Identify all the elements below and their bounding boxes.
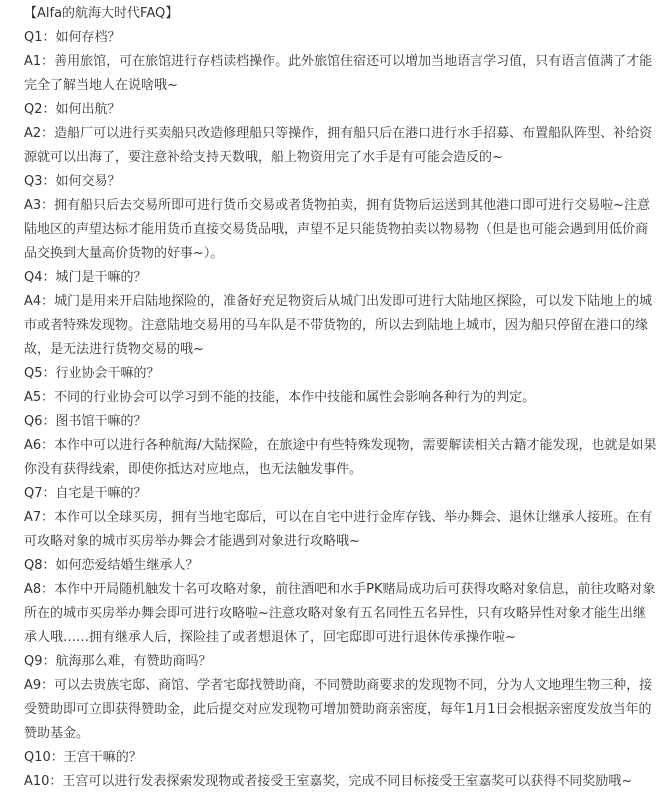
faq-question: Q8：如何恋爱结婚生继承人？ bbox=[24, 558, 199, 573]
faq-item bbox=[24, 26, 658, 98]
faq-item bbox=[24, 170, 658, 266]
faq-question: Q5：行业协会干嘛的？ bbox=[24, 366, 160, 381]
faq-item bbox=[24, 650, 658, 746]
faq-answer: A1：善用旅馆，可在旅馆进行存档读档操作。此外旅馆住宿还可以增加当地语言学习值，只有语言值满了才能完全了解当地人在说啥哦~ bbox=[24, 54, 653, 93]
faq-item bbox=[24, 554, 658, 650]
faq-question: Q3：如何交易？ bbox=[24, 174, 121, 189]
faq-question: Q4：城门是干嘛的？ bbox=[24, 270, 147, 285]
faq-answer: A8：本作中开局随机触发十名可攻略对象，前往酒吧和水手PK赌局成功后可获得攻略对象信息，前往攻略对象所在的城市买房举办舞会即可进行攻略啦~注意攻略对象有五名同性五名异性，只有攻略异性对象才能生出继承人哦……拥有继承人后，探险挂了或者想退休了，回宅邸即可进行退休传承操作啦~ bbox=[24, 582, 656, 645]
faq-answer: A2：造船厂可以进行买卖船只改造修理船只等操作，拥有船只后在港口进行水手招募、布置船队阵型、补给资源就可以出海了，要注意补给支持天数哦，船上物资用完了水手是有可能会造反的~ bbox=[24, 126, 653, 165]
faq-question: Q2：如何出航？ bbox=[24, 102, 121, 117]
faq-question: Q9：航海那么难，有赞助商吗？ bbox=[24, 654, 212, 669]
faq-title: 【Alfa的航海大时代FAQ】 bbox=[24, 6, 179, 21]
faq-answer: A5：不同的行业协会可以学习到不能的技能，本作中技能和属性会影响各种行为的判定。 bbox=[24, 390, 536, 405]
faq-item bbox=[24, 482, 658, 554]
faq-item bbox=[24, 410, 658, 482]
faq-answer: A10：王宫可以进行发表探索发现物或者接受王室嘉奖，完成不同目标接受王室嘉奖可以获得不同奖励哦~ bbox=[24, 774, 633, 789]
faq-item bbox=[24, 362, 658, 410]
faq-answer: A3：拥有船只后去交易所即可进行货币交易或者货物拍卖，拥有货物后运送到其他港口即可进行交易啦~注意陆地区的声望达标才能用货币直接交易货品哦，声望不足只能货物拍卖以物易物（但是也可能会遇到用低价商品交换到大量高价货物的好事~）。 bbox=[24, 198, 651, 261]
faq-item bbox=[24, 266, 658, 362]
faq-answer: A6：本作中可以进行各种航海/大陆探险，在旅途中有些特殊发现物，需要解读相关古籍才能发现，也就是如果你没有获得线索，即使你抵达对应地点，也无法触发事件。 bbox=[24, 438, 657, 477]
faq-question: Q7：自宅是干嘛的？ bbox=[24, 486, 147, 501]
faq-item bbox=[24, 98, 658, 170]
faq-answer: A4：城门是用来开启陆地探险的，准备好充足物资后从城门出发即可进行大陆地区探险，可以发下陆地上的城市或者特殊发现物。注意陆地交易用的马车队是不带货物的，所以去到陆地上城市，因为船只停留在港口的缘故，是无法进行货物交易的哦~ bbox=[24, 294, 653, 357]
faq-question: Q10：王宫干嘛的？ bbox=[24, 750, 142, 765]
faq-list bbox=[24, 26, 658, 794]
faq-item bbox=[24, 746, 658, 794]
faq-question: Q1：如何存档？ bbox=[24, 30, 121, 45]
faq-question: Q6：图书馆干嘛的？ bbox=[24, 414, 147, 429]
faq-answer: A7：本作可以全球买房，拥有当地宅邸后，可以在自宅中进行金库存钱、举办舞会、退休让继承人接班。在有可攻略对象的城市买房举办舞会才能遇到对象进行攻略哦~ bbox=[24, 510, 653, 549]
faq-answer: A9：可以去贵族宅邸、商馆、学者宅邸找赞助商，不同赞助商要求的发现物不同，分为人文地理生物三种，接受赞助即可立即获得赞助金，此后提交对应发现物可增加赞助商亲密度，每年1月1日会根据亲密度发放当年的赞助基金。 bbox=[24, 678, 653, 741]
